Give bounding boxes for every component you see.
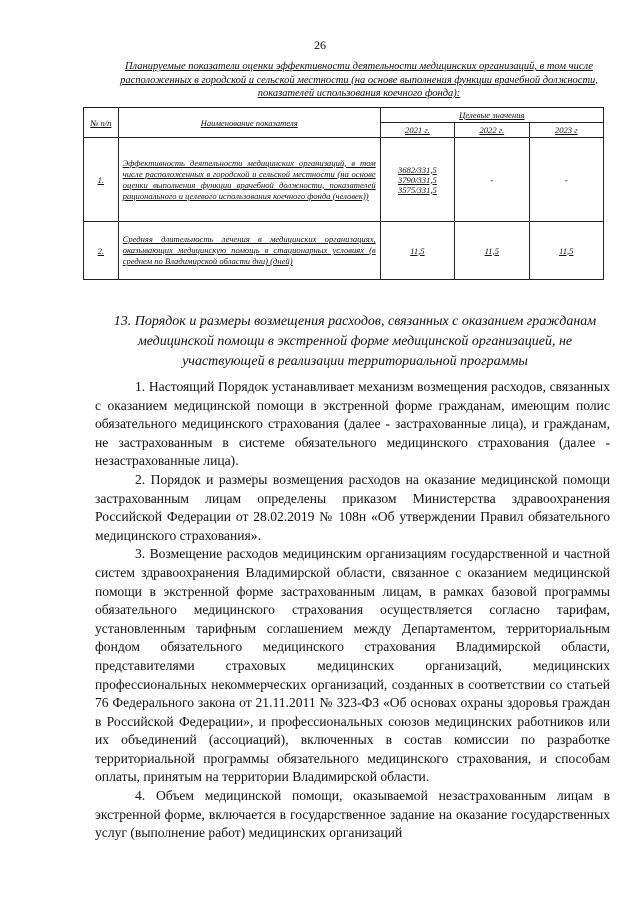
header-year-2022: 2022 г. — [455, 123, 529, 138]
table-header-row — [84, 108, 604, 123]
table-caption: Планируемые показатели оценки эффективности деятельности медицинских организаций, в том числе расположенных в городской и сельской местности (на основе выполнения функции врачебной должности, показателей использования коечного фонда): — [120, 61, 598, 99]
row-value-2021: 11,5 — [380, 222, 454, 280]
header-year-2023: 2023 г — [529, 123, 603, 138]
header-year-2021: 2021 г. — [380, 123, 454, 138]
row-value-2022: - — [455, 138, 529, 222]
paragraph-2: 2. Порядок и размеры возмещения расходов на оказание медицинской помощи застрахованным лицам определены приказом Министерства здравоохранения Российской Федерации от 28.02.2019 № 108н «Об утверждении Правил обязательного медицинского страхования». — [95, 471, 610, 543]
table-row — [84, 138, 604, 222]
row-num: 1. — [84, 138, 119, 222]
row-name: Средняя длительность лечения в медицинских организациях, оказывающих медицинскую помощь в стационарных условиях (в среднем по Владимирской области дни) (дней) — [118, 222, 380, 280]
row-name: Эффективность деятельности медицинских организаций, в том числе расположенных в городской и сельской местности (на основе оценки выполнения функции врачебной должности, показателей рационального и целевого использования коечного фонда (человек)) — [118, 138, 380, 222]
paragraph-4: 4. Объем медицинской помощи, оказываемой незастрахованным лицам в экстренной форме, включается в государственное задание на оказание государственных услуг (выполнение работ) медицинских организаций — [95, 788, 610, 841]
header-num: № п/п — [84, 108, 119, 138]
indicators-table — [83, 107, 604, 280]
row-num: 2. — [84, 222, 119, 280]
header-name: Наименование показателя — [118, 108, 380, 138]
row-value-2022: 11,5 — [455, 222, 529, 280]
paragraph-1: 1. Настоящий Порядок устанавливает механизм возмещения расходов, связанных с оказанием медицинской помощи в экстренной форме гражданам, имеющим полис обязательного медицинского страхования (далее - застрахованные лица), и гражданам, не застрахованным в системе обязательного медицинского страхования (далее - незастрахованные лица). — [95, 379, 610, 469]
paragraph-3: 3. Возмещение расходов медицинским организациям государственной и частной систем здравоохранения Владимирской области, связанное с оказанием медицинской помощи в экстренной форме застрахованным лицам, в рамках базовой программы обязательного медицинского страхования осуществляется согласно тарифам, установленным тарифным соглашением между Департаментом, территориальным фондом обязательного медицинского страхования Владимирской области, представителями страховых медицинских организаций, медицинских профессиональных некоммерческих организаций, созданных в соответствии со статьей 76 Федерального закона от 21.11.2011 № 323-ФЗ «Об основах охраны здоровья граждан в Российской Федерации», и профессиональных союзов медицинских работников или их объединений (ассоциаций), включенных в состав комиссии по разработке территориальной программы обязательного медицинского страхования, и способам оплаты, принятым на территории Владимирской области. — [95, 546, 610, 785]
page-number: 26 — [314, 38, 326, 52]
section-title: 13. Порядок и размеры возмещения расходов, связанных с оказанием гражданам медицинской помощи в экстренной форме медицинской организацией, не участвующей в реализации территориальной программы — [113, 314, 597, 369]
table-row — [84, 222, 604, 280]
row-value-2023: - — [529, 138, 603, 222]
row-value-2021: 3682/331,5 3790/331,5 3575/331,5 — [380, 138, 454, 222]
row-value-2023: 11,5 — [529, 222, 603, 280]
header-target: Целевые значения — [380, 108, 603, 123]
body-text — [95, 378, 610, 843]
